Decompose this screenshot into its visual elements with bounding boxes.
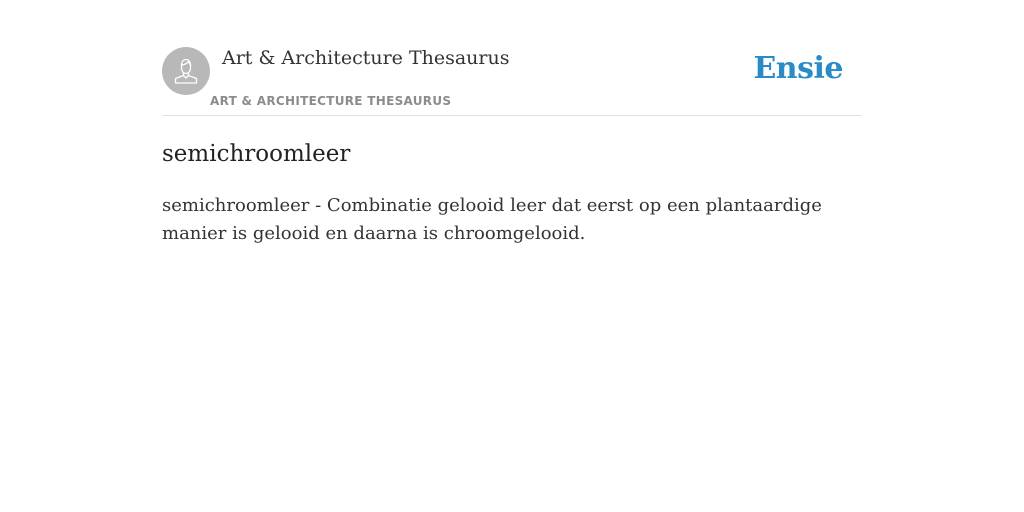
brand-logo[interactable]: Ensie xyxy=(753,51,843,86)
source-label[interactable]: ART & ARCHITECTURE THESAURUS xyxy=(210,94,452,108)
user-icon xyxy=(171,56,201,86)
avatar[interactable] xyxy=(162,47,210,95)
author-name[interactable]: Art & Architecture Thesaurus xyxy=(222,47,510,69)
entry-title: semichroomleer xyxy=(162,141,351,167)
entry-header xyxy=(162,0,862,116)
entry-definition: semichroomleer - Combinatie gelooid leer dat eerst op een plantaardige manier is gelooid en daarna is chroomgelooid. xyxy=(162,195,822,244)
content-container xyxy=(162,0,862,244)
